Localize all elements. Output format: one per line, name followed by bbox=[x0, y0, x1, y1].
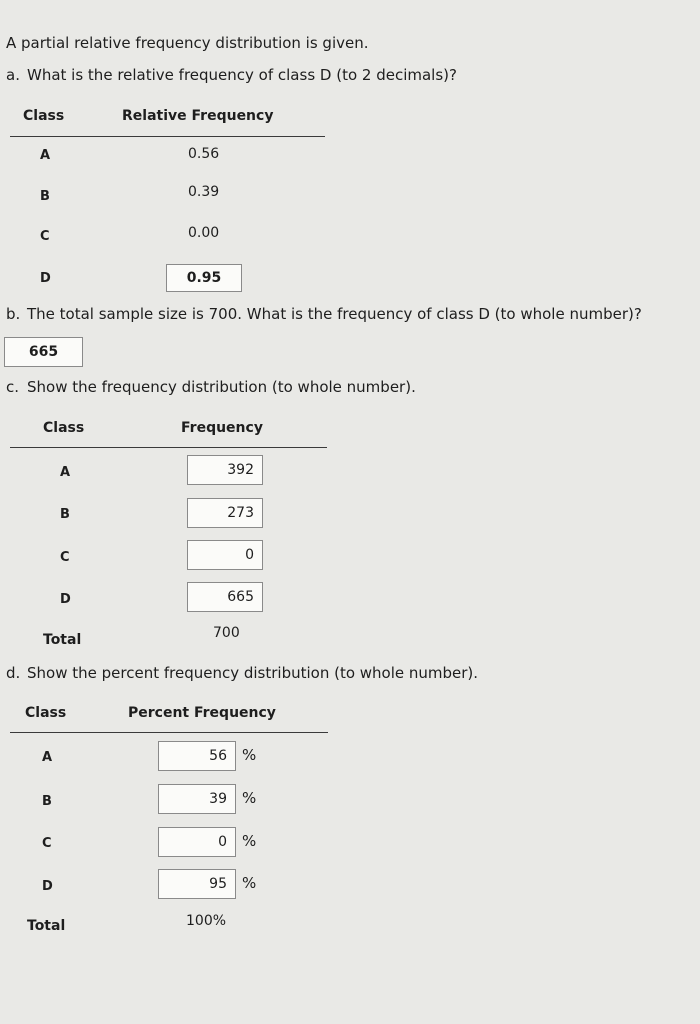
part-c-header-rule bbox=[10, 447, 327, 448]
part-d-marker: d. bbox=[6, 664, 21, 682]
part-d-class-header: Class bbox=[25, 705, 67, 721]
part-d-class-A: A bbox=[42, 750, 53, 765]
part-a-class-C: C bbox=[40, 229, 50, 244]
part-d-class-C: C bbox=[42, 836, 52, 851]
part-a-answer-D-input[interactable] bbox=[166, 264, 242, 292]
part-c-frequency-A-input[interactable] bbox=[187, 455, 263, 485]
part-d-percent-C-input[interactable] bbox=[158, 827, 236, 857]
part-c-total-value: 700 bbox=[213, 625, 240, 641]
part-b-question: The total sample size is 700. What is the frequency of class D (to whole number)? bbox=[27, 305, 642, 323]
part-c-question: Show the frequency distribution (to whole number). bbox=[27, 378, 416, 396]
part-c-total-label: Total bbox=[43, 632, 82, 648]
part-a-marker: a. bbox=[6, 66, 20, 84]
part-a-class-header: Class bbox=[23, 108, 65, 124]
part-a-class-D: D bbox=[40, 271, 51, 286]
part-d-class-D: D bbox=[42, 879, 53, 894]
part-d-total-value: 100% bbox=[186, 913, 227, 929]
part-b-marker: b. bbox=[6, 305, 21, 323]
part-c-class-B: B bbox=[60, 507, 70, 522]
part-c-marker: c. bbox=[6, 378, 20, 396]
part-d-percent-header: Percent Frequency bbox=[128, 705, 276, 721]
part-d-class-B: B bbox=[42, 794, 52, 809]
part-d-percent-D-input[interactable] bbox=[158, 869, 236, 899]
part-c-frequency-B-input[interactable] bbox=[187, 498, 263, 528]
part-c-class-A: A bbox=[60, 465, 71, 480]
intro-text: A partial relative frequency distribution is given. bbox=[6, 34, 369, 52]
part-a-header-rule bbox=[10, 136, 325, 137]
part-c-frequency-header: Frequency bbox=[181, 420, 263, 436]
part-c-class-header: Class bbox=[43, 420, 85, 436]
part-d-percent-A-input[interactable] bbox=[158, 741, 236, 771]
part-d-total-label: Total bbox=[27, 918, 66, 934]
part-a-question: What is the relative frequency of class D (to 2 decimals)? bbox=[27, 66, 457, 84]
part-a-value-B: 0.39 bbox=[188, 184, 220, 200]
part-d-percent-B-input[interactable] bbox=[158, 784, 236, 814]
part-d-percent-sign-D: % bbox=[242, 874, 257, 892]
part-a-class-B: B bbox=[40, 189, 50, 204]
part-c-class-C: C bbox=[60, 550, 70, 565]
part-d-header-rule bbox=[10, 732, 328, 733]
part-d-percent-sign-A: % bbox=[242, 746, 257, 764]
part-c-frequency-D-input[interactable] bbox=[187, 582, 263, 612]
part-a-class-A: A bbox=[40, 148, 51, 163]
part-d-percent-sign-B: % bbox=[242, 789, 257, 807]
part-d-percent-sign-C: % bbox=[242, 832, 257, 850]
part-a-value-C: 0.00 bbox=[188, 225, 220, 241]
part-d-question: Show the percent frequency distribution (to whole number). bbox=[27, 664, 479, 682]
part-c-frequency-C-input[interactable] bbox=[187, 540, 263, 570]
part-a-value-A: 0.56 bbox=[188, 146, 220, 162]
part-b-answer-input[interactable] bbox=[4, 337, 83, 367]
part-a-relfreq-header: Relative Frequency bbox=[122, 108, 274, 124]
part-c-class-D: D bbox=[60, 592, 71, 607]
